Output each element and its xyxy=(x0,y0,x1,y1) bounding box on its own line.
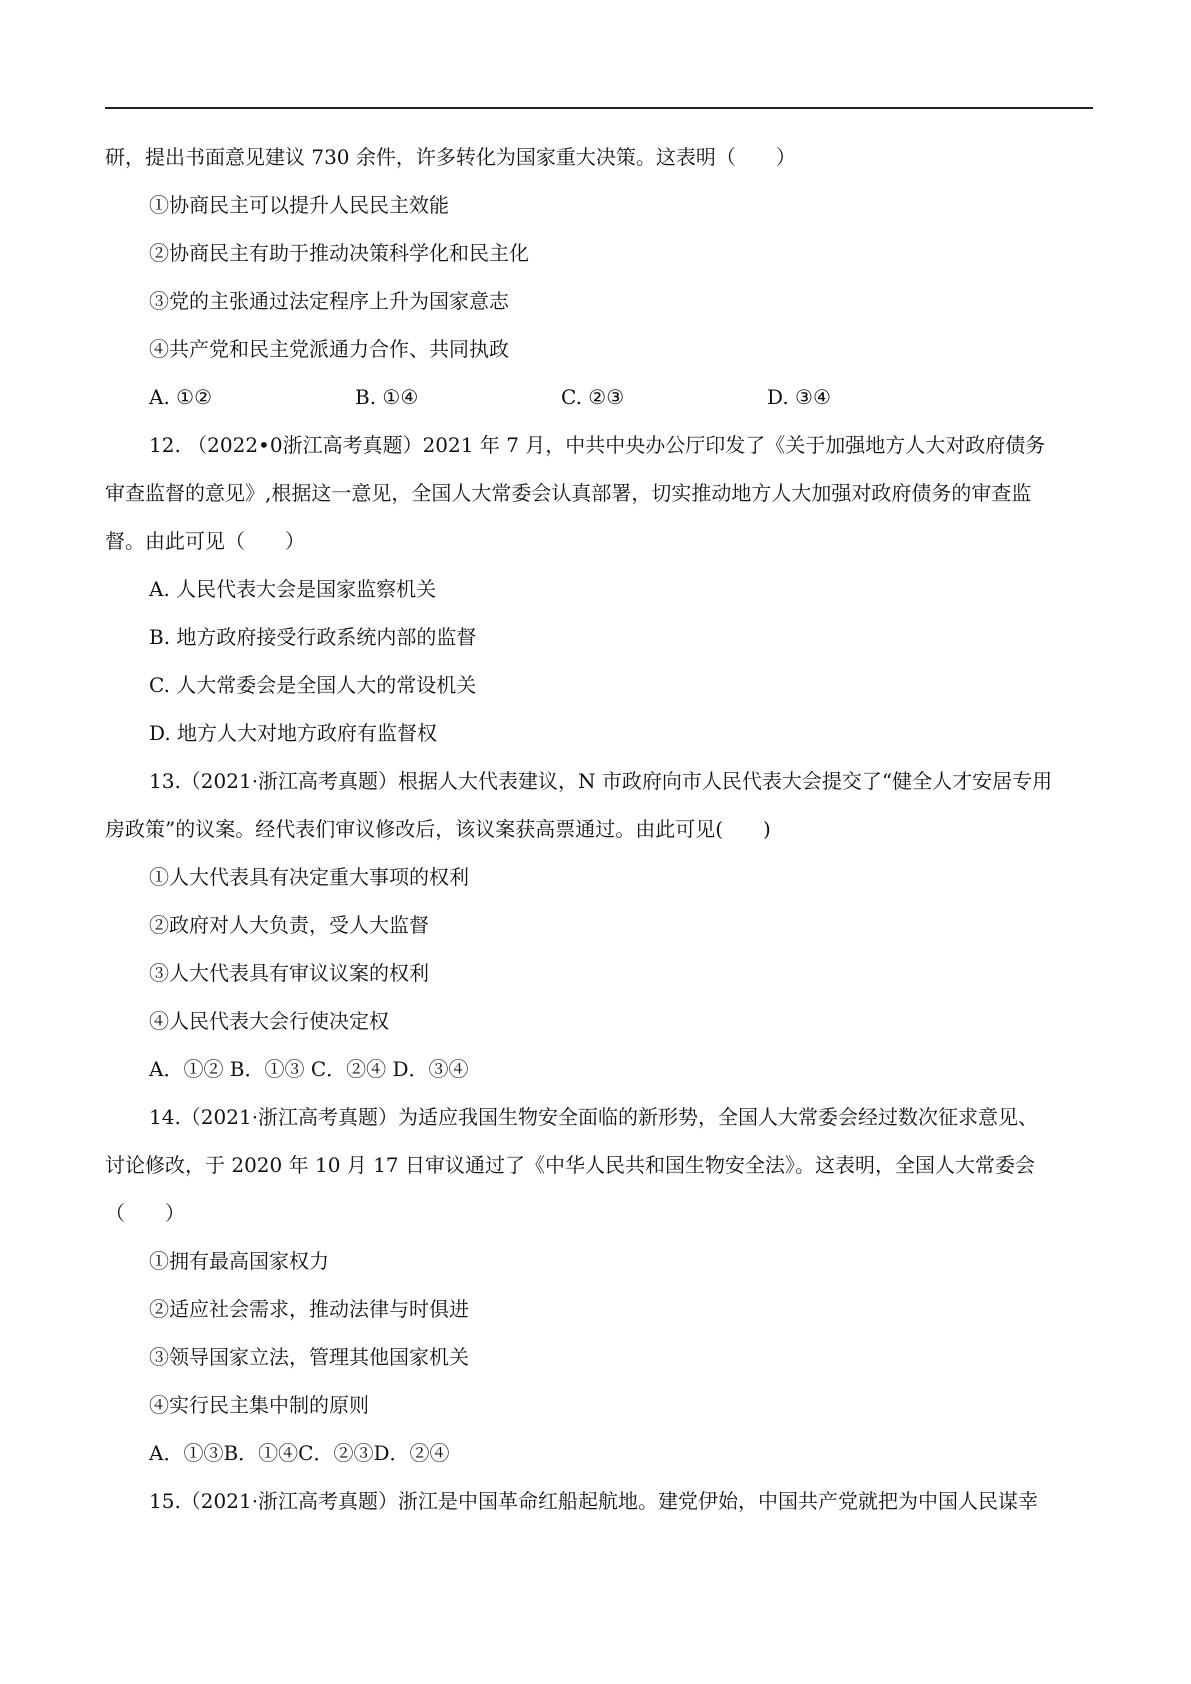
q12-option-d: D. 地方人大对地方政府有监督权 xyxy=(149,721,438,745)
q11-option-a: A. ①② xyxy=(149,385,213,409)
q11-item-2: ②协商民主有助于推动决策科学化和民主化 xyxy=(149,241,529,265)
q14-item-1: ①拥有最高国家权力 xyxy=(149,1249,329,1273)
q14-item-4: ④实行民主集中制的原则 xyxy=(149,1393,369,1417)
document-body xyxy=(105,144,1093,1536)
q12-stem-line-1: 12. （2022•0浙江高考真题）2021 年 7 月，中共中央办公厅印发了《关于加强地方人大对政府债务 xyxy=(149,433,1046,457)
q11-options xyxy=(105,384,1093,432)
q12-option-c: C. 人大常委会是全国人大的常设机关 xyxy=(149,673,477,697)
q14-item-3: ③领导国家立法，管理其他国家机关 xyxy=(149,1345,469,1369)
q12-stem-line-3: 督。由此可见（ ） xyxy=(105,529,305,553)
q11-item-1: ①协商民主可以提升人民民主效能 xyxy=(149,193,449,217)
q11-item-4: ④共产党和民主党派通力合作、共同执政 xyxy=(149,337,509,361)
q13-item-2: ②政府对人大负责，受人大监督 xyxy=(149,913,429,937)
q11-option-d: D. ③④ xyxy=(767,385,831,409)
q14-answer-options: A．①③B．①④C．②③D．②④ xyxy=(149,1441,450,1465)
q13-stem-line-1: 13.（2021·浙江高考真题）根据人大代表建议，N 市政府向市人民代表大会提交了“健全人才安居专用 xyxy=(149,769,1053,793)
q15-stem-line-1: 15.（2021·浙江高考真题）浙江是中国革命红船起航地。建党伊始，中国共产党就把为中国人民谋幸 xyxy=(149,1489,1039,1513)
q12-stem-line-2: 审查监督的意见》,根据这一意见，全国人大常委会认真部署，切实推动地方人大加强对政府债务的审查监 xyxy=(105,481,1032,505)
q13-stem-line-2: 房政策”的议案。经代表们审议修改后，该议案获高票通过。由此可见( ) xyxy=(105,817,771,841)
q11-stem-tail: 研，提出书面意见建议 730 余件，许多转化为国家重大决策。这表明（ ） xyxy=(105,145,796,169)
q12-option-b: B. 地方政府接受行政系统内部的监督 xyxy=(149,625,477,649)
q11-option-c: C. ②③ xyxy=(561,385,625,409)
q14-stem-line-1: 14.（2021·浙江高考真题）为适应我国生物安全面临的新形势，全国人大常委会经过数次征求意见、 xyxy=(149,1105,1039,1129)
q13-item-3: ③人大代表具有审议议案的权利 xyxy=(149,961,429,985)
q14-stem-line-3: （ ） xyxy=(105,1201,185,1225)
q12-option-a: A. 人民代表大会是国家监察机关 xyxy=(149,577,437,601)
q14-item-2: ②适应社会需求，推动法律与时俱进 xyxy=(149,1297,469,1321)
q11-item-3: ③党的主张通过法定程序上升为国家意志 xyxy=(149,289,509,313)
header-rule xyxy=(105,107,1093,109)
q13-answer-options: A．①② B．①③ C．②④ D．③④ xyxy=(149,1057,469,1081)
q13-item-1: ①人大代表具有决定重大事项的权利 xyxy=(149,865,469,889)
q14-stem-line-2: 讨论修改，于 2020 年 10 月 17 日审议通过了《中华人民共和国生物安全法》。这表明，全国人大常委会 xyxy=(105,1153,1035,1177)
q13-item-4: ④人民代表大会行使决定权 xyxy=(149,1009,389,1033)
q11-option-b: B. ①④ xyxy=(355,385,419,409)
